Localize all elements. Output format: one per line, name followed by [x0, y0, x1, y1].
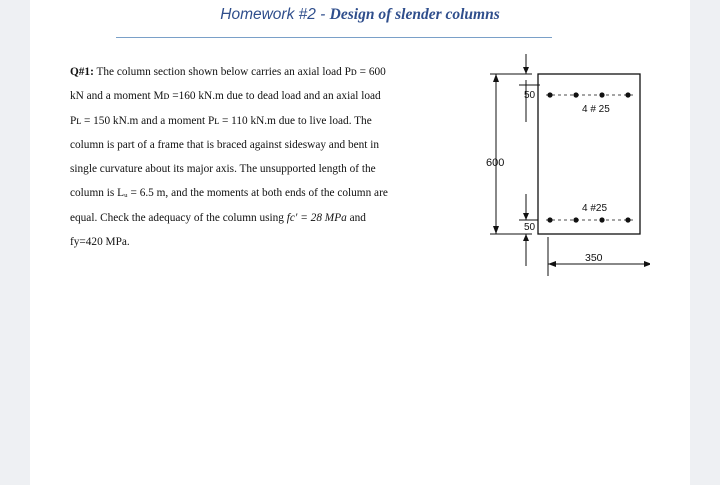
page-title [30, 6, 690, 24]
bottom-cover-arrow-upper [523, 213, 529, 220]
top-cover-label: 50 [524, 90, 536, 101]
bottom-bars-label: 4 #25 [582, 203, 608, 214]
title-main: Design of slender columns [329, 6, 500, 23]
top-bar-1 [547, 92, 552, 97]
bottom-bar-2 [573, 217, 578, 222]
bottom-bar-1 [547, 217, 552, 222]
question-label: Q#1: [70, 66, 94, 78]
question-line-8: fy=420 MPa. [70, 236, 130, 249]
question-text [70, 60, 442, 254]
height-arrow-bottom [493, 226, 499, 234]
fc-value: = 28 MPa [297, 211, 347, 224]
homework-page [30, 0, 690, 485]
width-arrow-right [644, 261, 650, 267]
top-cover-arrow [523, 67, 529, 74]
top-bar-4 [625, 92, 630, 97]
bottom-bar-4 [625, 217, 630, 222]
top-bar-2 [573, 92, 578, 97]
top-bar-3 [599, 92, 604, 97]
question-line-6: column is Lᵤ = 6.5 m, and the moments at both ends of the column are [70, 187, 388, 200]
question-line-5: single curvature about its major axis. The unsupported length of the [70, 163, 376, 176]
bottom-bar-3 [599, 217, 604, 222]
question-line-7: equal. Check the adequacy of the column using fc′ = 28 MPa and [70, 211, 366, 224]
question-line-2: kN and a moment Mᴅ =160 kN.m due to dead load and an axial load [70, 90, 381, 103]
width-label: 350 [585, 252, 603, 264]
question-line-1: Q#1: The column section shown below carries an axial load Pᴅ = 600 [70, 66, 386, 78]
fc-symbol: fc′ [286, 211, 298, 224]
bottom-cover-arrow-lower [523, 234, 529, 241]
width-arrow-left [548, 261, 556, 267]
top-bars-label: 4 # 25 [582, 104, 610, 115]
column-section-figure [450, 44, 650, 284]
question-line-4: column is part of a frame that is braced against sidesway and bent in [70, 138, 379, 151]
title-divider [116, 37, 552, 38]
height-label: 600 [486, 157, 505, 169]
title-prefix: Homework #2 - [220, 6, 330, 23]
bottom-cover-label: 50 [524, 222, 536, 233]
question-line-3: Pʟ = 150 kN.m and a moment Pʟ = 110 kN.m due to live load. The [70, 114, 372, 127]
height-arrow-top [493, 74, 499, 82]
